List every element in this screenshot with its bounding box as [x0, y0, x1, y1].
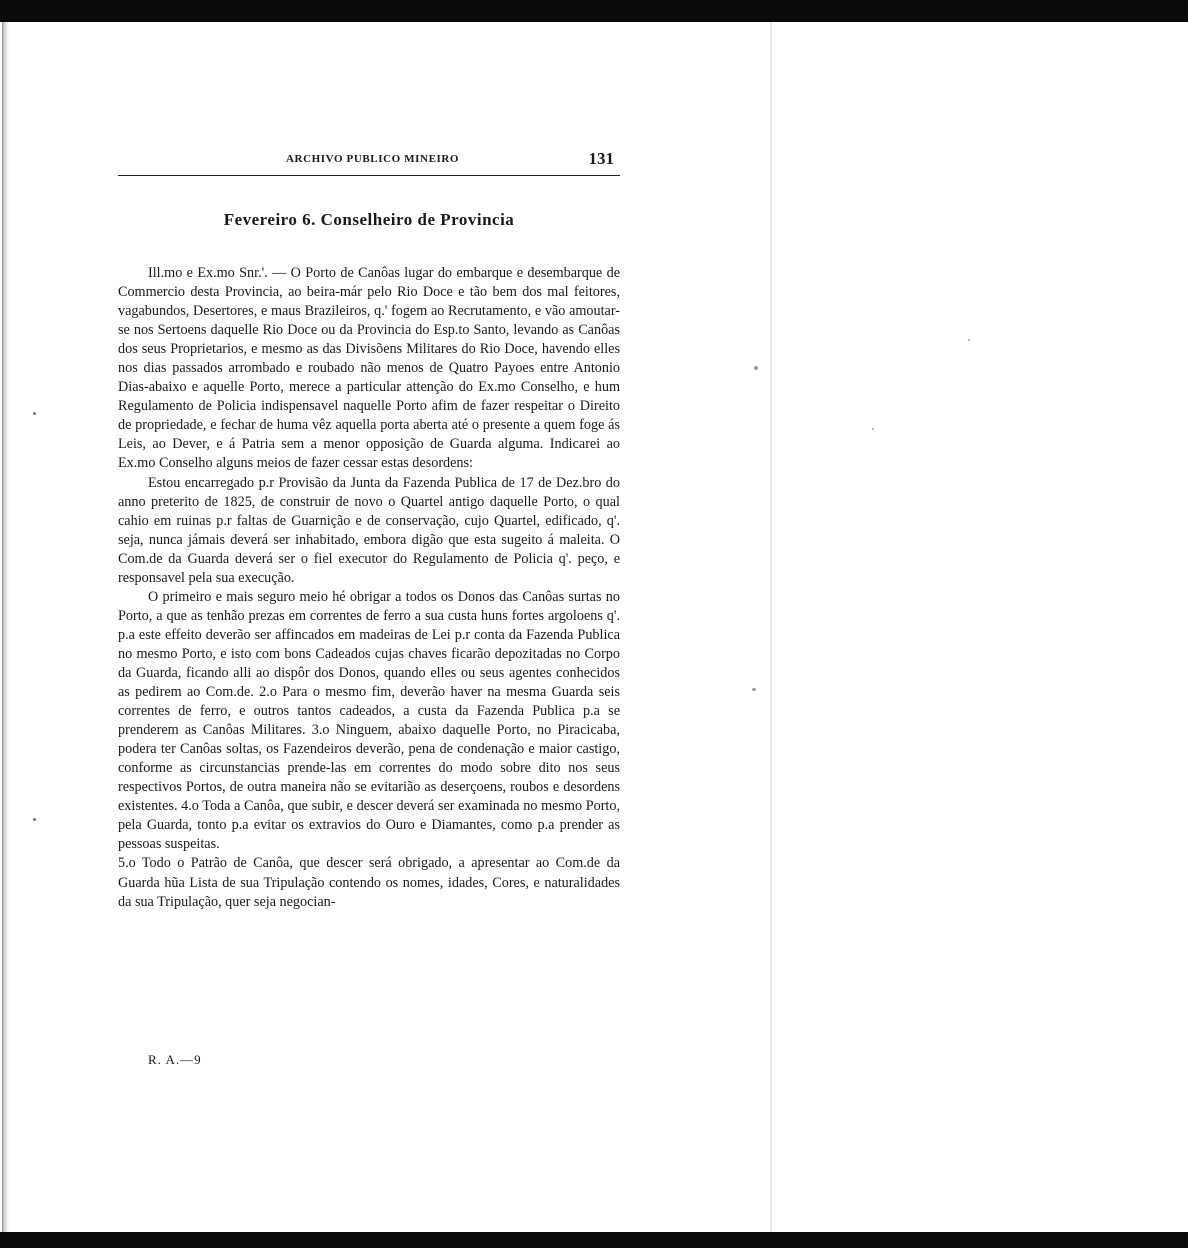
document-body — [118, 264, 620, 912]
scan-bottom-border — [0, 1232, 1188, 1248]
header-rule — [118, 175, 620, 176]
paragraph: Estou encarregado p.r Provisão da Junta da Fazenda Publica de 17 de Dez.bro do anno preterito de 1825, de construir de novo o Quartel antigo daquelle Porto, o qual cahio em ruinas p.r faltas de Guarnição e de conservação, cujo Quartel, edificado, q'. seja, nunca jámais deverá ser inhabitado, embora digão que esta sugeito á maleita. O Com.de da Guarda deverá ser o fiel executor do Regulamento de Policia q'. peço, e responsavel pela sua execução. — [118, 474, 620, 586]
signature-mark: R. A.—9 — [148, 1052, 202, 1067]
scan-speck — [872, 428, 874, 430]
running-header — [118, 149, 620, 177]
paragraph: O primeiro e mais seguro meio hé obrigar a todos os Donos das Canôas surtas no Porto, a que as tenhão prezas em correntes de ferro a sua custa huns fortes argoloens q'. p.a este effeito deverão ser affincados em madeiras de Lei p.r conta da Fazenda Publica no mesmo Porto, e isto com bons Cadeados cujas chaves ficarão depozitadas no Corpo da Guarda, ficando alli ao dispôr dos Donos, quando elles ou seus agentes conhecidos as pedirem ao Com.de. 2.o Para o mesmo fim, deverão haver na mesma Guarda seis correntes de ferro, e outros tantos cadeados, a custa da Fazenda Publica p.a se prenderem as Canôas Militares. 3.o Ninguem, abaixo daquelle Porto, no Piracicaba, podera ter Canôas soltas, os Fazendeiros deverão, pena de condenação e maior castigo, conforme as circunstancias prende-las em correntes do modo sobre dito nos seus respectivos Portos, de outra maneira não se evitarião as deserçoens, roubos e desordens existentes. 4.o Toda a Canôa, que subir, e descer deverá ser examinada no mesmo Porto, pela Guarda, tonto p.a evitar os extravios do Ouro e Diamantes, como p.a prender as pessoas suspeitas. — [118, 588, 620, 853]
document-title: Fevereiro 6. Conselheiro de Provincia — [223, 210, 515, 229]
scan-speck — [754, 366, 758, 370]
page-edge-shadow — [2, 22, 10, 1232]
page-number: 131 — [588, 149, 614, 168]
paragraph: Ill.mo e Ex.mo Snr.'. — O Porto de Canôas lugar do embarque e desembarque de Commercio desta Provincia, ao beira-már pelo Rio Doce e tão bem dos mal feitores, vagabundos, Desertores, e maus Brazileiros, q.' fogem ao Recrutamento, e vão amoutar-se nos Sertoens daquelle Rio Doce ou da Provincia do Esp.to Santo, levando as Canôas dos seus Proprietarios, e mesmo as das Divisõens Militares do Rio Doce, havendo elles nos dias passados arrombado e roubado não menos de Quatro Payoes entre Antonio Dias-abaixo e aquelle Porto, merece a particular attenção do Ex.mo Conselho, e hum Regulamento de Policia indispensavel naquelle Porto afim de fazer respeitar o Direito de propriedade, e fechar de huma vêz aquella porta aberta até o presente a quem foge ás Leis, ao Dever, e á Patria sem a menor opposição de Guarda alguma. Indicarei ao Ex.mo Conselho alguns meios de fazer cessar estas desordens: — [118, 265, 620, 472]
page-gutter — [770, 22, 772, 1232]
scan-speck — [752, 688, 756, 691]
scan-speck — [33, 818, 36, 821]
paragraph: 5.o Todo o Patrão de Canôa, que descer será obrigado, a apresentar ao Com.de da Guarda hũa Lista de sua Tripulação contendo os nomes, idades, Cores, e naturalidades da sua Tripulação, quer seja negocian- — [118, 855, 620, 910]
scan-speck — [33, 412, 36, 415]
scan-top-border — [0, 0, 1188, 22]
running-head-title: ARCHIVO PUBLICO MINEIRO — [286, 153, 460, 165]
scan-speck — [968, 339, 970, 341]
